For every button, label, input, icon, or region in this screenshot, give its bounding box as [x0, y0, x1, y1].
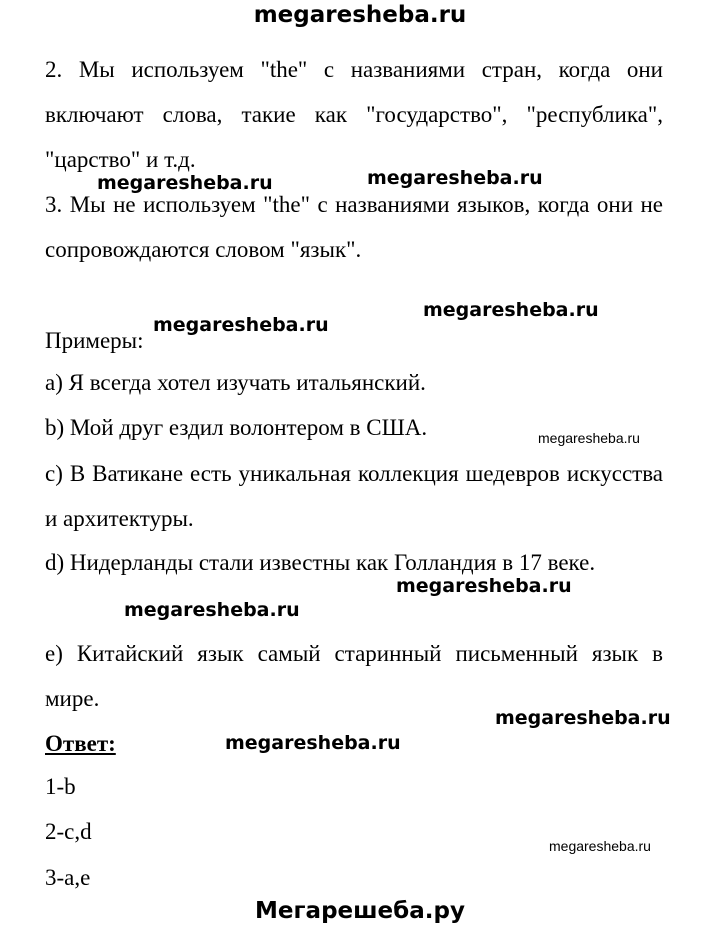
answer-line-3: 3-a,e — [45, 865, 91, 890]
answer-heading: Ответ: — [45, 731, 116, 756]
watermark: megaresheba.ru — [153, 314, 329, 336]
rule-3: 3. Мы не используем "the" с названиями языков, когда они не сопровождаются словом "язык". — [45, 192, 663, 262]
answer-line-1: 1-b — [45, 774, 76, 799]
example-a: a) Я всегда хотел изучать итальянский. — [45, 370, 426, 395]
example-b: b) Мой друг ездил волонтером в США. — [45, 415, 428, 440]
answer-line-2: 2-c,d — [45, 819, 92, 844]
site-header: megaresheba.ru — [253, 2, 467, 28]
watermark: megaresheba.ru — [124, 599, 300, 621]
watermark: megaresheba.ru — [495, 707, 671, 729]
example-e: e) Китайский язык самый старинный письменный язык в мире. — [45, 641, 663, 711]
watermark: megaresheba.ru — [225, 732, 401, 754]
examples-heading: Примеры: — [45, 328, 144, 353]
site-footer: Мегарешеба.ру — [255, 898, 465, 924]
watermark: megaresheba.ru — [396, 575, 572, 597]
example-d: d) Нидерланды стали известны как Голландия в 17 веке. — [45, 550, 596, 575]
watermark: megaresheba.ru — [367, 167, 543, 189]
watermark: megaresheba.ru — [538, 430, 640, 446]
watermark: megaresheba.ru — [97, 172, 273, 194]
watermark: megaresheba.ru — [549, 838, 651, 854]
example-c: c) В Ватикане есть уникальная коллекция шедевров искусства и архитектуры. — [45, 461, 663, 531]
rule-2: 2. Мы используем "the" с названиями стран, когда они включают слова, такие как "государство", "республика", "царство" и т.д. — [45, 57, 663, 172]
watermark: megaresheba.ru — [423, 299, 599, 321]
